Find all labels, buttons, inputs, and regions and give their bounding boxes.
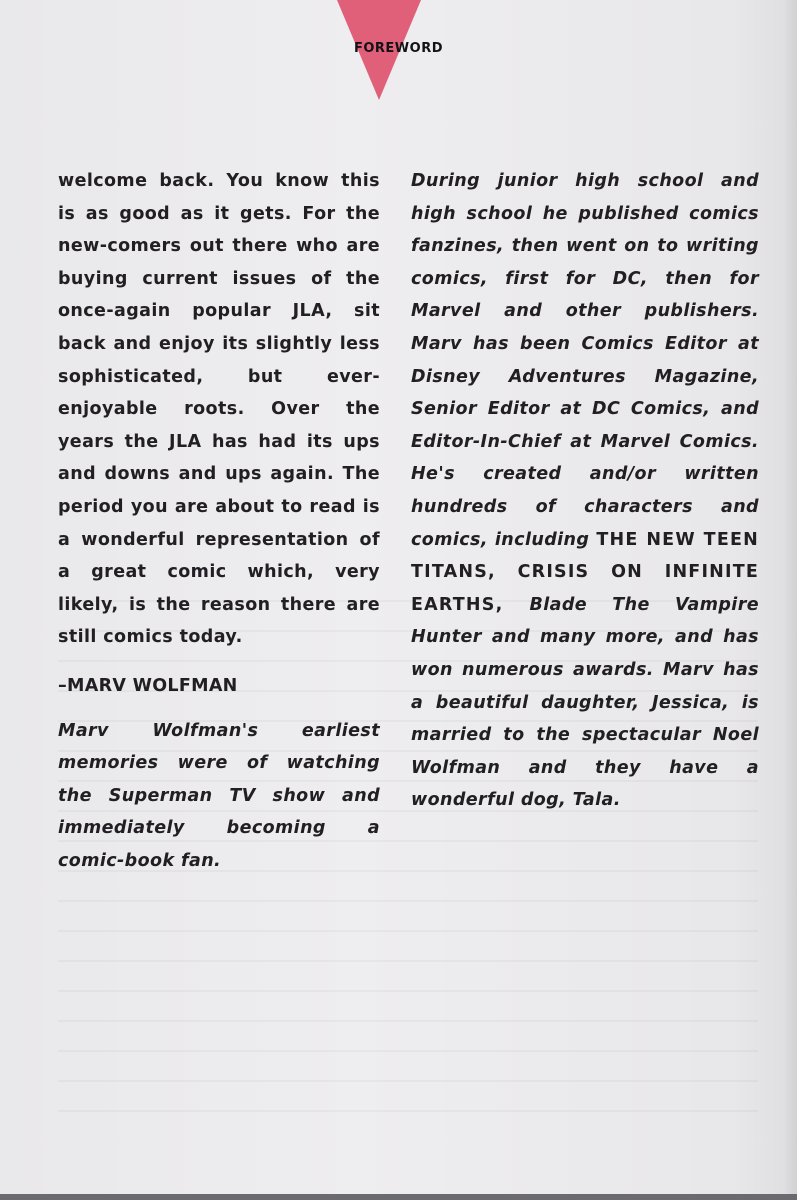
page-header-title: FOREWORD — [353, 41, 443, 56]
page-edge-shadow — [783, 0, 797, 1200]
author-bio-start: Marv Wolfman's earliest memories were of watching the Superman TV show and immediately becoming a comic-book fan. — [58, 720, 380, 871]
page-bottom-edge — [0, 1194, 797, 1200]
foreword-body-text: welcome back. You know this is as good as it gets. For the new-comers out there who are buying current issues of the once-again popular JLA, sit back and enjoy its slightly less sophisticated, but ever-enjoyable roots. Over the years the JLA has had its ups and downs and ups again. The period you are about to read is a wonderful representation of a great comic which, very likely, is the reason there are still comics today. — [58, 171, 380, 648]
author-signature: –MARV WOLFMAN — [58, 675, 238, 696]
title-separator: , — [488, 562, 518, 583]
bio-text-part-1: During junior high school and high school he published comics fanzines, then went on to writing comics, first for DC, then for Marvel and other publishers. Marv has been Comics Editor at Disney Adventures Magazine, Senior Editor at DC Comics, and Editor-In-Chief at Marvel Comics. He's created and/or written hundreds of characters and comics, including — [411, 171, 759, 550]
author-bio-continued — [411, 165, 759, 817]
right-text-column — [411, 165, 759, 817]
book-title-new-teen-titans: THE NEW TEEN TITANS — [411, 529, 759, 583]
book-title-blade: Blade The Vampire Hunter — [411, 594, 760, 648]
title-separator: , — [495, 594, 530, 615]
book-title-crisis: CRISIS ON INFINITE EARTHS — [411, 562, 760, 615]
bio-text-part-2: and many more, and has won numerous awards. Marv has a beautiful daughter, Jessica, is married to the spectacular Noel Wolfman and they have a wonderful dog, Tala. — [411, 627, 759, 811]
left-text-column — [58, 165, 380, 877]
